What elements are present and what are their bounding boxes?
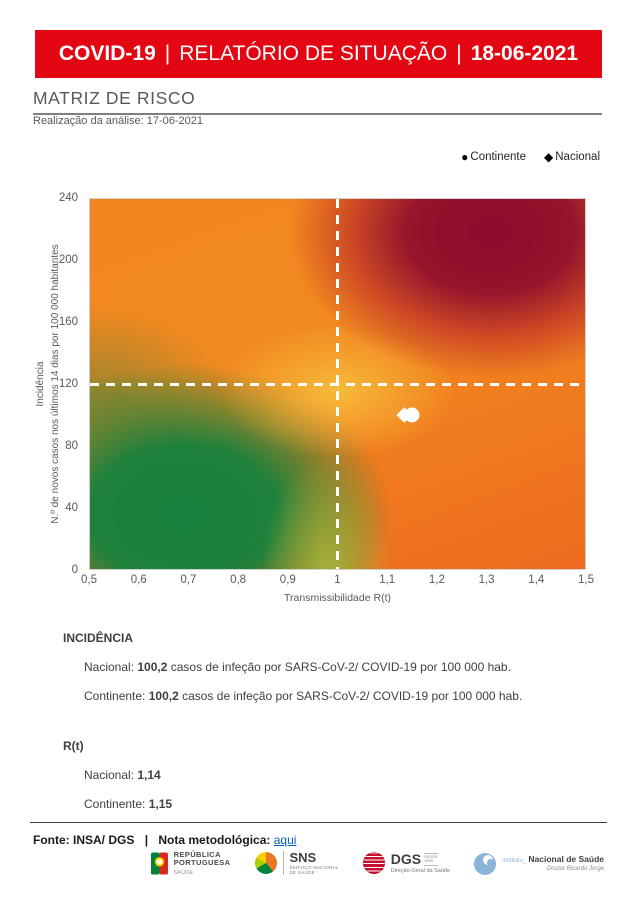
incidence-block	[63, 631, 522, 703]
note-label: Nota metodológica:	[158, 833, 271, 847]
legend-label: Nacional	[555, 151, 600, 163]
logo-sns	[255, 851, 339, 875]
x-tick-label: 1,5	[578, 574, 594, 586]
y-tick-label: 40	[65, 502, 78, 514]
details-section	[63, 631, 522, 811]
legend-label: Continente	[470, 151, 527, 163]
insa-sub: Doutor Ricardo Jorge	[546, 865, 604, 872]
dgs-abbr: DGS	[390, 851, 422, 868]
sns-sub2: DE SAÚDE	[289, 869, 315, 875]
logo-insa	[474, 853, 604, 875]
y-tick-label: 0	[71, 564, 78, 576]
sns-abbr: SNS	[289, 850, 317, 866]
republica-line1: REPÚBLICA	[173, 850, 221, 859]
footer-logos	[151, 851, 604, 876]
logo-dgs	[363, 852, 450, 874]
x-tick-label: 0,6	[130, 574, 147, 586]
x-tick-label: 0,5	[81, 574, 97, 586]
x-tick-label: 1	[334, 574, 341, 586]
header-report-type: RELATÓRIO DE SITUAÇÃO	[179, 42, 448, 65]
detail-line: Nacional: 100,2 casos de infeção por SARS-CoV-2/ COVID-19 por 100 000 hab.	[84, 660, 511, 674]
y-tick-label: 120	[58, 378, 78, 390]
x-tick-labels	[81, 574, 594, 590]
header-separator: |	[164, 42, 171, 65]
analysis-date: Realização da análise: 17-06-2021	[33, 115, 204, 127]
detail-line: Continente: 1,15	[84, 797, 173, 811]
diamond-marker-icon: ◆	[544, 150, 554, 164]
republica-line3: SAÚDE	[173, 869, 194, 876]
rt-lines	[63, 768, 522, 811]
methodology-link[interactable]: aqui	[273, 833, 297, 847]
report-header-banner	[35, 30, 602, 78]
logo-divider	[283, 851, 284, 875]
circle-marker-icon: ●	[461, 150, 469, 164]
source-label: Fonte: INSA/ DGS	[33, 833, 135, 847]
y-tick-labels	[0, 192, 84, 576]
dgs-sub: Direção-Geral da Saúde	[390, 868, 451, 875]
risk-matrix-plot	[89, 198, 586, 570]
logo-republica-portuguesa	[151, 851, 231, 876]
page-title: MATRIZ DE RISCO	[33, 88, 602, 115]
y-axis-title-line2: N.º de novos casos nos últimos 14 dias por 100 000 habitantes	[49, 244, 61, 524]
insa-prefix: Instituto_	[502, 857, 527, 864]
y-tick-label: 200	[58, 254, 78, 266]
incidence-heading: INCIDÊNCIA	[63, 631, 134, 645]
x-tick-label: 0,9	[279, 574, 296, 586]
detail-line: Nacional: 1,14	[84, 768, 161, 782]
x-tick-label: 1,4	[528, 574, 545, 586]
dgs-globe-icon	[363, 852, 385, 874]
footer-divider	[30, 822, 607, 823]
header-app-title: COVID-19	[58, 42, 156, 65]
portugal-flag-icon	[151, 852, 168, 875]
source-line	[33, 833, 296, 847]
sns-sub1: SERVIÇO NACIONAL	[289, 864, 339, 870]
x-tick-label: 0,8	[230, 574, 247, 586]
incidence-threshold-line	[90, 383, 585, 386]
y-axis-title-line1: Incidência	[35, 361, 46, 407]
x-tick-label: 1,1	[379, 574, 396, 586]
dgs-since1: DESDE	[424, 854, 438, 860]
rt-heading: R(t)	[63, 739, 84, 753]
detail-line: Continente: 100,2 casos de infeção por SARS-CoV-2/ COVID-19 por 100 000 hab.	[84, 689, 523, 703]
x-tick-label: 1,3	[478, 574, 495, 586]
sns-sphere-icon	[255, 852, 277, 874]
incidence-lines	[63, 660, 522, 703]
dgs-since2: 1899	[424, 858, 433, 864]
insa-swirl-icon	[474, 853, 496, 875]
chart-legend	[461, 151, 600, 163]
header-report-date: 18-06-2021	[470, 42, 579, 65]
legend-item-nacional	[544, 151, 600, 163]
y-tick-label: 160	[58, 316, 78, 328]
x-axis-title: Transmissibilidade R(t)	[284, 592, 391, 604]
y-tick-label: 80	[65, 440, 78, 452]
y-tick-label: 240	[58, 192, 78, 204]
insa-name: Nacional de Saúde	[528, 853, 604, 864]
x-tick-label: 1,2	[428, 574, 445, 586]
rt-block	[63, 739, 522, 811]
x-tick-label: 0,7	[180, 574, 197, 586]
republica-line2: PORTUGUESA	[173, 858, 231, 868]
legend-item-continente	[461, 151, 526, 163]
header-separator: |	[456, 42, 462, 65]
source-separator: |	[144, 833, 149, 847]
